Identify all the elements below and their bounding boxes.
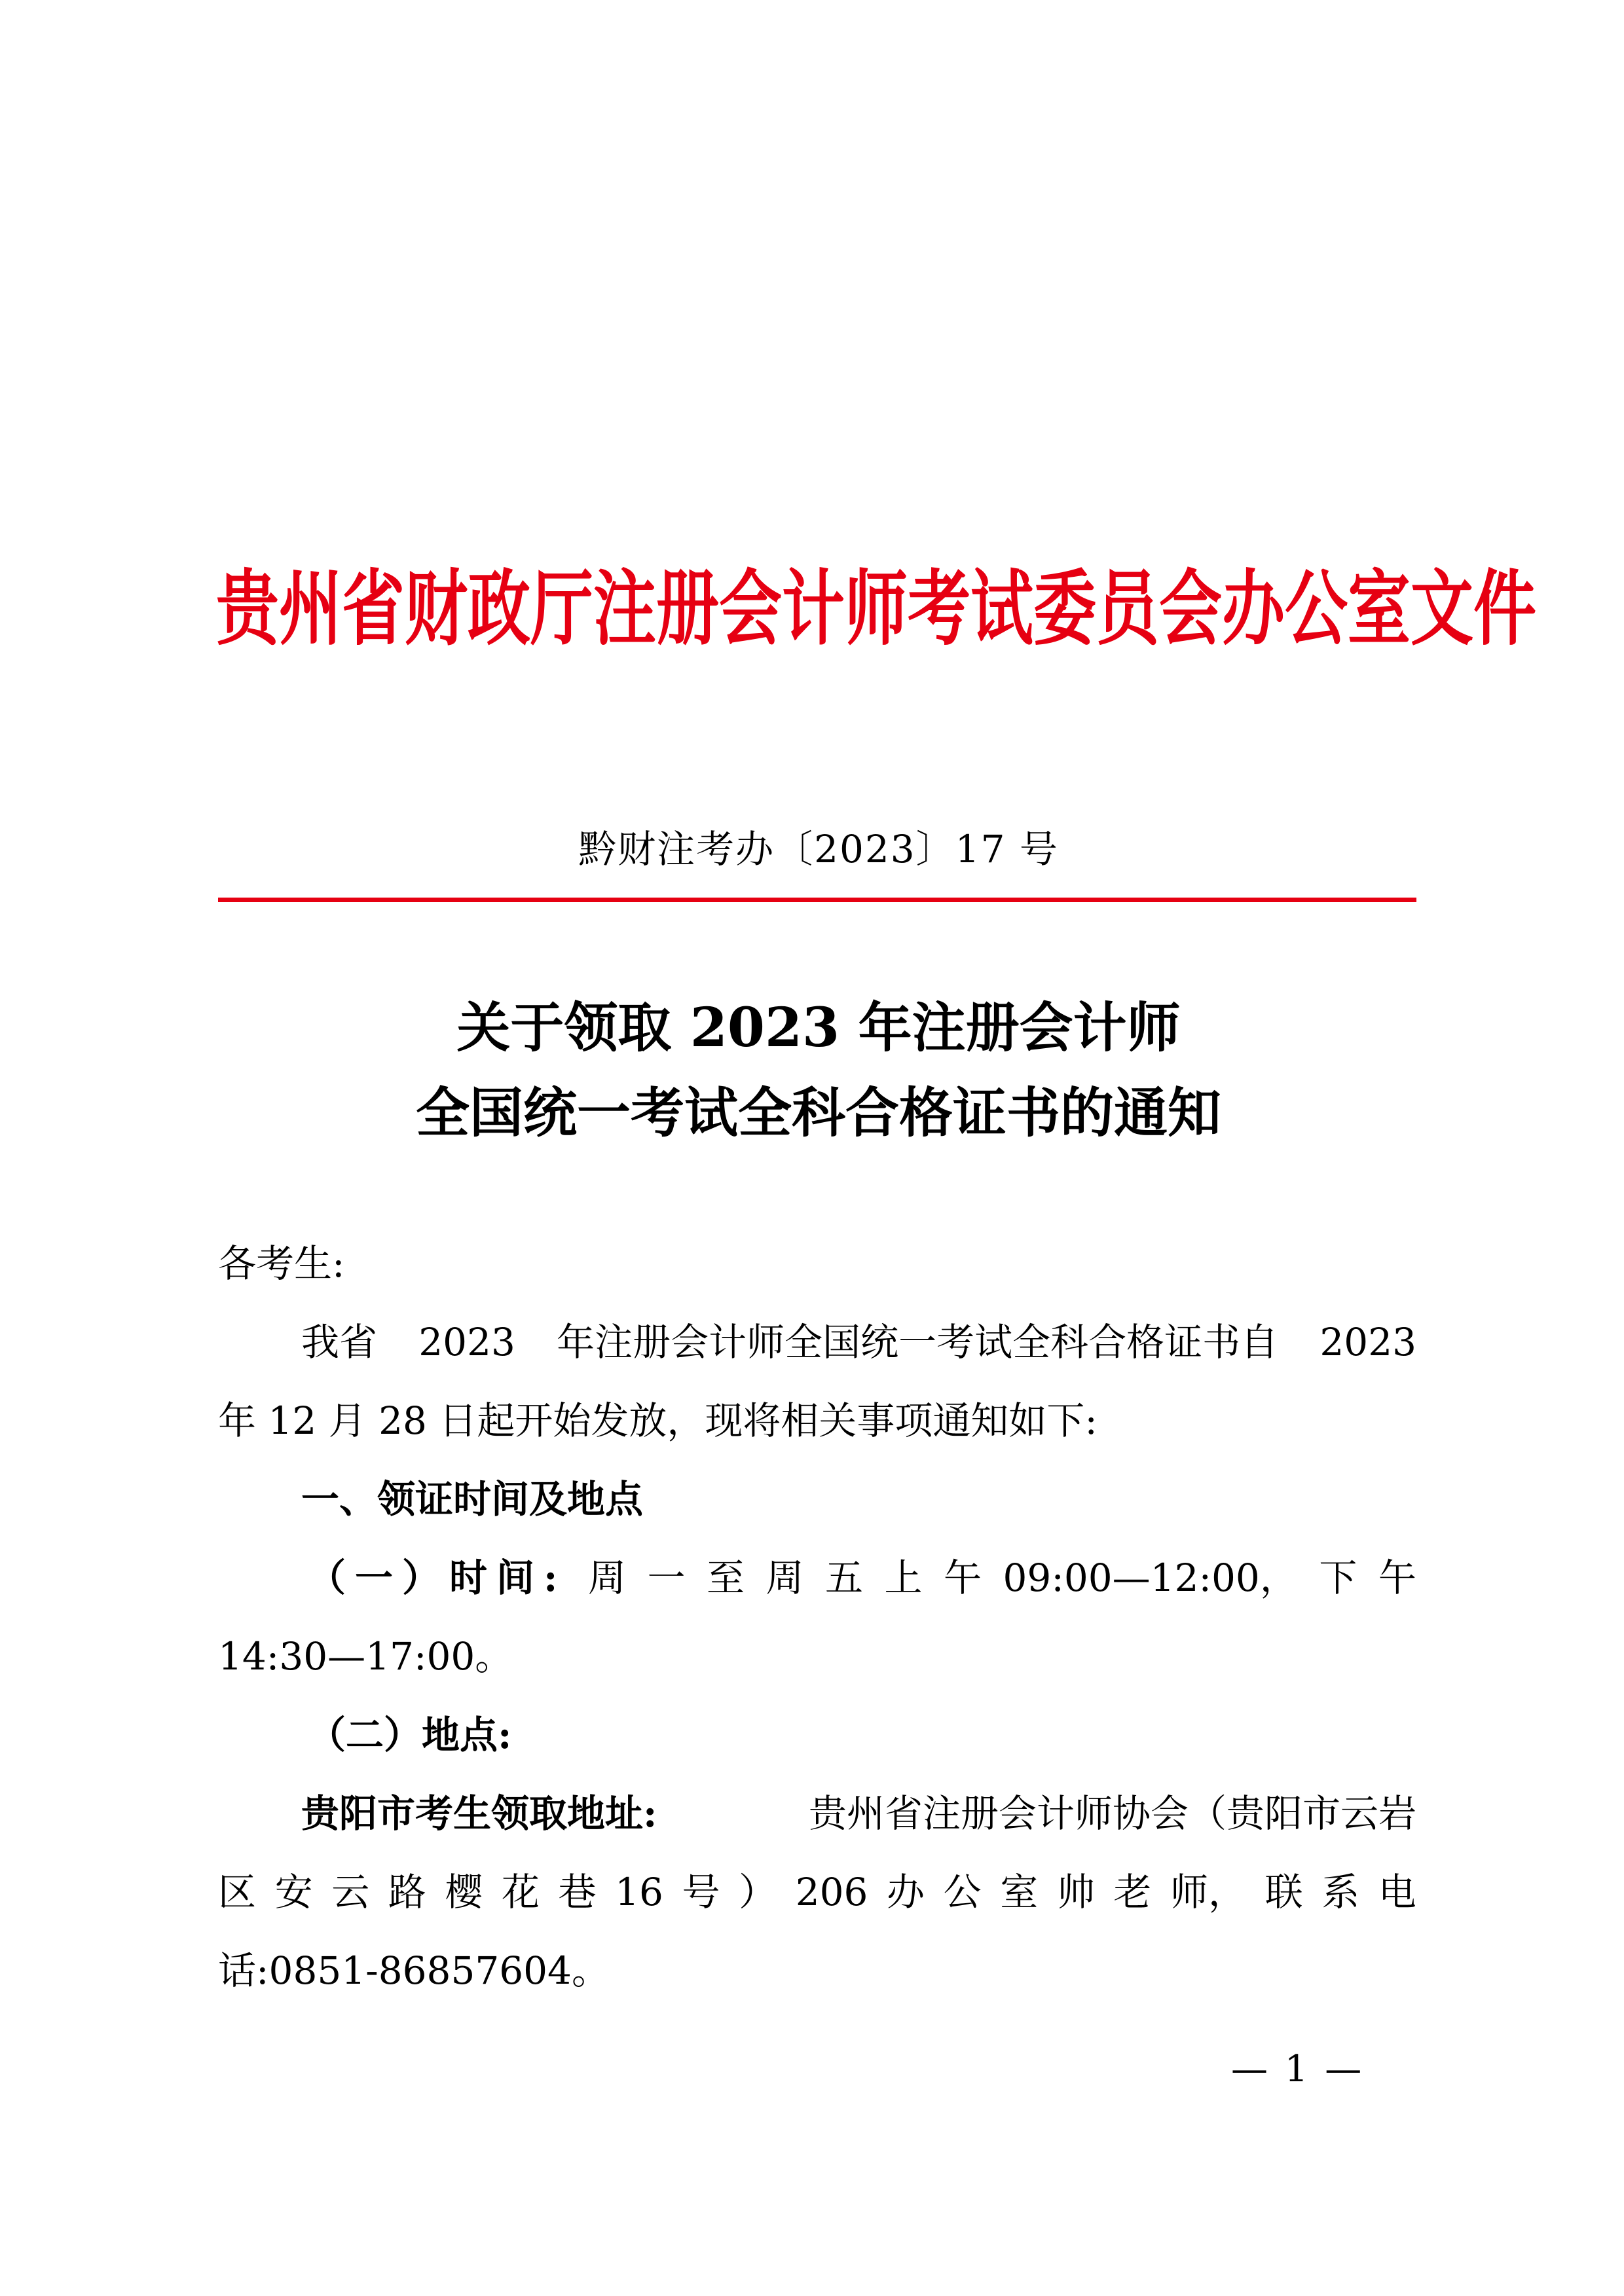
address-word: 电: [1378, 1870, 1416, 1914]
address-word: 室: [1000, 1870, 1039, 1914]
intro-word: 我省: [301, 1320, 378, 1364]
time-word: 午: [944, 1556, 982, 1600]
time-word: 一: [647, 1556, 686, 1600]
time-word: 上: [884, 1556, 923, 1600]
intro-word: 年注册会计师全国统一考试全科合格证书自: [557, 1320, 1279, 1364]
address-word: 区: [218, 1870, 257, 1914]
time-line-1: [308, 1552, 1416, 1604]
address-word: 花: [501, 1870, 540, 1914]
address-word: 系: [1321, 1870, 1360, 1914]
time-word: 至: [706, 1556, 745, 1600]
address-word: 16: [615, 1870, 663, 1914]
address-word: 老: [1113, 1870, 1152, 1914]
address-word: 帅: [1056, 1870, 1095, 1914]
address-word: 公: [943, 1870, 982, 1914]
place-label: （二）地点:: [308, 1713, 512, 1757]
time-word: 周: [587, 1556, 626, 1600]
guiyang-line-3: 话:0851-86857604。: [218, 1948, 610, 1993]
document-number: 黔财注考办〔2023〕17 号: [578, 827, 1059, 871]
time-word: 五: [824, 1556, 863, 1600]
address-word: 联: [1264, 1870, 1303, 1914]
guiyang-label: 贵阳市考生领取地址:: [301, 1791, 657, 1836]
address-word: 樱: [445, 1870, 483, 1914]
address-word: 云: [331, 1870, 370, 1914]
salutation: 各考生:: [218, 1241, 345, 1286]
address-word: 安: [274, 1870, 313, 1914]
red-divider: [218, 898, 1416, 902]
page-number: — 1 —: [1231, 2048, 1365, 2090]
address-word: 路: [388, 1870, 426, 1914]
address-word: 号: [682, 1870, 720, 1914]
address-word: 巷: [558, 1870, 597, 1914]
address-word: 师，: [1170, 1870, 1247, 1914]
intro-word: 2023: [1320, 1320, 1416, 1364]
address-word: 办: [887, 1870, 925, 1914]
intro-word: 2023: [418, 1320, 515, 1364]
address-word: ）: [739, 1870, 777, 1914]
time-word: 周: [766, 1556, 804, 1600]
guiyang-address: 贵州省注册会计师协会（贵阳市云岩: [808, 1791, 1416, 1836]
section-heading-1: 一、领证时间及地点: [301, 1477, 644, 1522]
issuer-header: 贵州省财政厅注册会计师考试委员会办公室文件: [216, 560, 1536, 657]
time-word: 09:00—12:00，: [1003, 1556, 1298, 1600]
time-line-2: 14:30—17:00。: [218, 1634, 513, 1679]
intro-paragraph-line-1: [301, 1316, 1416, 1368]
address-word: 206: [795, 1870, 868, 1914]
notice-title-line-2: 全国统一考试全科合格证书的通知: [415, 1082, 1221, 1144]
notice-title-line-1: 关于领取 2023 年注册会计师: [456, 996, 1181, 1059]
guiyang-line-2: [218, 1866, 1416, 1918]
intro-paragraph-line-2: 年 12 月 28 日起开始发放，现将相关事项通知如下:: [218, 1398, 1098, 1443]
guiyang-line-1: [301, 1787, 1416, 1840]
time-label: （一）时间:: [308, 1556, 567, 1600]
time-word: 下: [1319, 1556, 1357, 1600]
time-word: 午: [1378, 1556, 1416, 1600]
